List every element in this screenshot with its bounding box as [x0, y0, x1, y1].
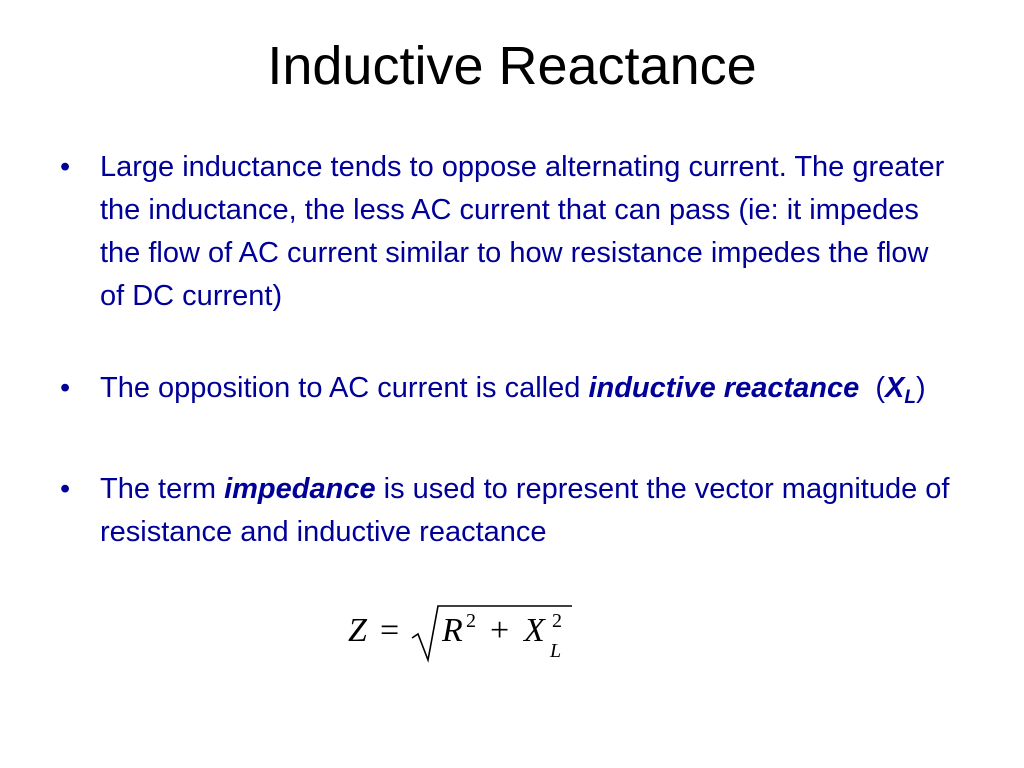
formula-x-exponent: 2 — [552, 610, 562, 632]
bullet-text-lead: The opposition to AC current is called — [100, 372, 589, 404]
bullet-list — [60, 146, 960, 554]
bullet-item-3 — [60, 468, 960, 554]
bullet-text-lead: The term — [100, 473, 225, 505]
paren-close: ) — [915, 372, 926, 404]
term-impedance: impedance — [224, 473, 376, 505]
formula-equals: = — [380, 612, 400, 649]
formula-x: X — [524, 612, 545, 649]
bullet-item-2 — [60, 367, 960, 419]
impedance-formula — [342, 598, 582, 668]
bullet-text: Large inductance tends to oppose alternating current. The greater the inductance, the less AC current that can pass (ie: it impedes the flow of AC current similar to how resistance impedes the flow of DC current) — [100, 151, 945, 312]
bullet-icon: • — [60, 151, 71, 183]
slide-title: Inductive Reactance — [267, 36, 757, 96]
bullet-icon: • — [60, 473, 71, 505]
term-inductive-reactance: inductive reactance — [588, 372, 860, 404]
paren-open: ( — [859, 372, 886, 404]
formula-x-subscript: L — [550, 640, 562, 662]
formula-r: R — [442, 612, 463, 649]
formula-plus: + — [490, 612, 510, 649]
formula-r-exponent: 2 — [466, 610, 476, 632]
bullet-icon: • — [60, 372, 71, 404]
bullet-item-1 — [60, 146, 960, 318]
symbol-subscript-l: L — [904, 387, 916, 408]
bullet-text-tail: is used to represent the vector magnitude of resistance and inductive reactance — [100, 473, 950, 548]
formula-z: Z — [348, 612, 367, 649]
symbol-x: X — [885, 372, 905, 404]
